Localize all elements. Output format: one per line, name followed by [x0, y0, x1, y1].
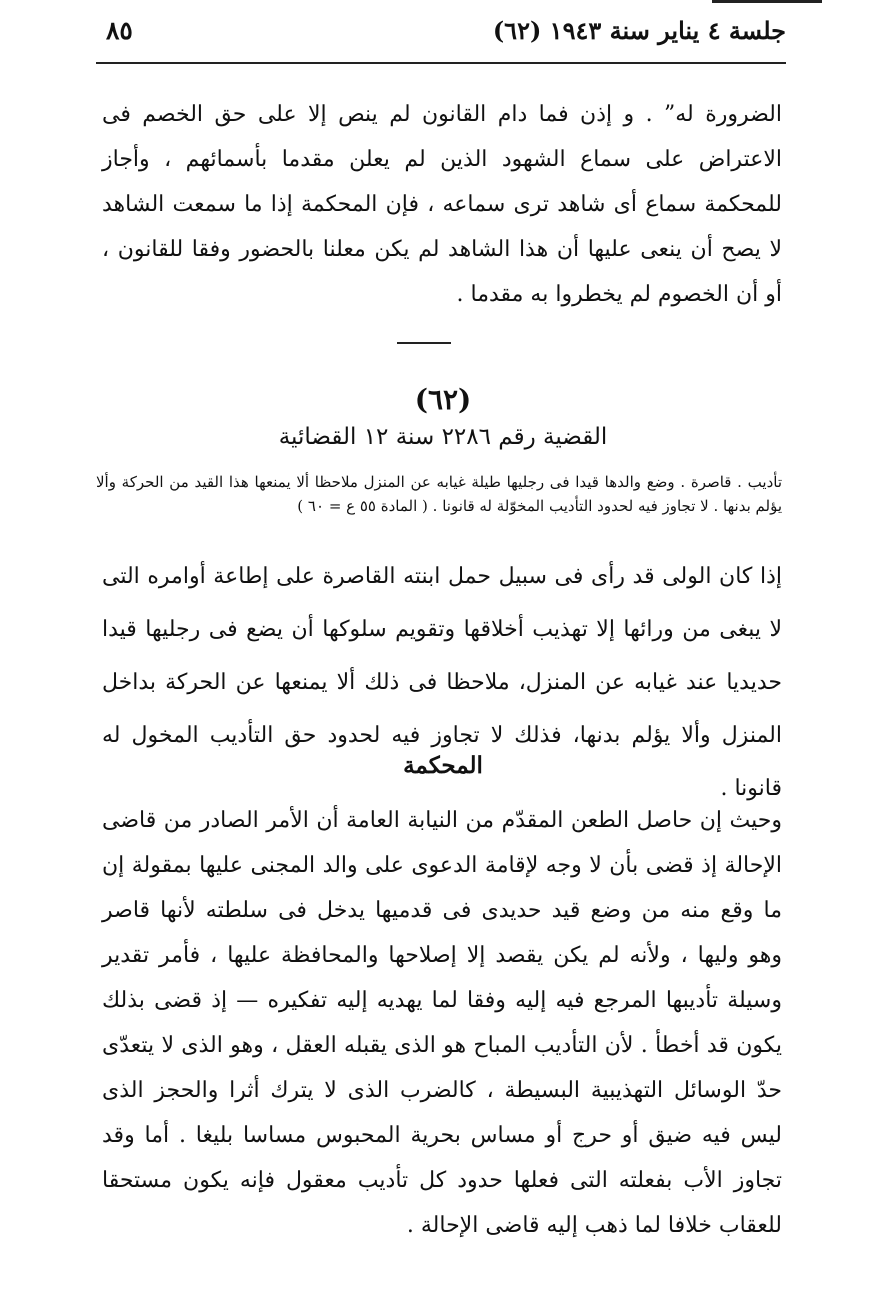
case-number: (٦٢) [414, 383, 472, 416]
judgment-paragraph: وحيث إن حاصل الطعن المقدّم من النيابة العامة أن الأمر الصادر من قاضى الإحالة إذ قضى بأن لا وجه لإقامة الدعوى على والد المجنى عليها بمقولة إن ما وقع منه من وضع قيد حديدى فى قدميها يدخل فى سلطته لأنها قاصر وهو وليها ، ولأنه لم يكن يقصد إلا إصلاحها والمحافظة عليها ، فأمر تقدير وسيلة تأديبها المرجع فيه إليه وفقا لما يهديه إليه تفكيره — إذ قضى بذلك يكون قد أخطأ . لأن التأديب المباح هو الذى يقبله العقل ، وهو الذى لا يتعدّى حدّ الوسائل التهذيبية البسيطة ، كالضرب الذى لا يترك أثرا والحجز الذى ليس فيه ضيق أو حرج أو مساس بحرية المحبوس مساسا بليغا . أما وقد تجاوز الأب بفعلته التى فعلها حدود كل تأديب معقول فإنه يكون مستحقا للعقاب خلافا لما ذهب إليه قاضى الإحالة . [102, 808, 782, 1238]
running-title: جلسة ٤ يناير سنة ١٩٤٣ (٦٢) [492, 16, 786, 45]
header-rule [96, 62, 786, 64]
court-heading: المحكمة [403, 752, 483, 779]
page-header [96, 14, 786, 50]
case-headnote: تأديب . قاصرة . وضع والدها قيدا فى رجليها طيلة غيابه عن المنزل ملاحظا ألا يمنعها هذا القيد من الحركة وألا يؤلم بدنها . لا تجاوز فيه لحدود التأديب المخوّلة له قانونا . ( المادة ٥٥ ع = ٦٠ ) [96, 473, 782, 515]
case-reference: القضية رقم ٢٢٨٦ سنة ١٢ القضائية [278, 424, 608, 450]
section-separator [397, 342, 451, 344]
scan-edge-mark [712, 0, 822, 3]
page-number: ٨٥ [106, 16, 133, 45]
legal-principle-paragraph: إذا كان الولى قد رأى فى سبيل حمل ابنته القاصرة على إطاعة أوامره التى لا يبغى من ورائها إلا تهذيب أخلاقها وتقويم سلوكها أن يضع فى رجليها قيدا حديديا عند غيابه عن المنزل، ملاحظا فى ذلك ألا يمنعها عن الحركة بداخل المنزل وألا يؤلم بدنها، فذلك لا تجاوز فيه لحدود حق التأديب المخول له قانونا . [102, 564, 782, 801]
continuation-paragraph: الضرورة له” . و إذن فما دام القانون لم ينص إلا على حق الخصم فى الاعتراض على سماع الشهود الذين لم يعلن مقدما بأسمائهم ، وأجاز للمحكمة سماع أى شاهد ترى سماعه ، فإن المحكمة إذا ما سمعت الشاهد لا يصح أن ينعى عليها أن هذا الشاهد لم يكن معلنا بالحضور وفقا للقانون ، أو أن الخصوم لم يخطروا به مقدما . [102, 102, 782, 307]
